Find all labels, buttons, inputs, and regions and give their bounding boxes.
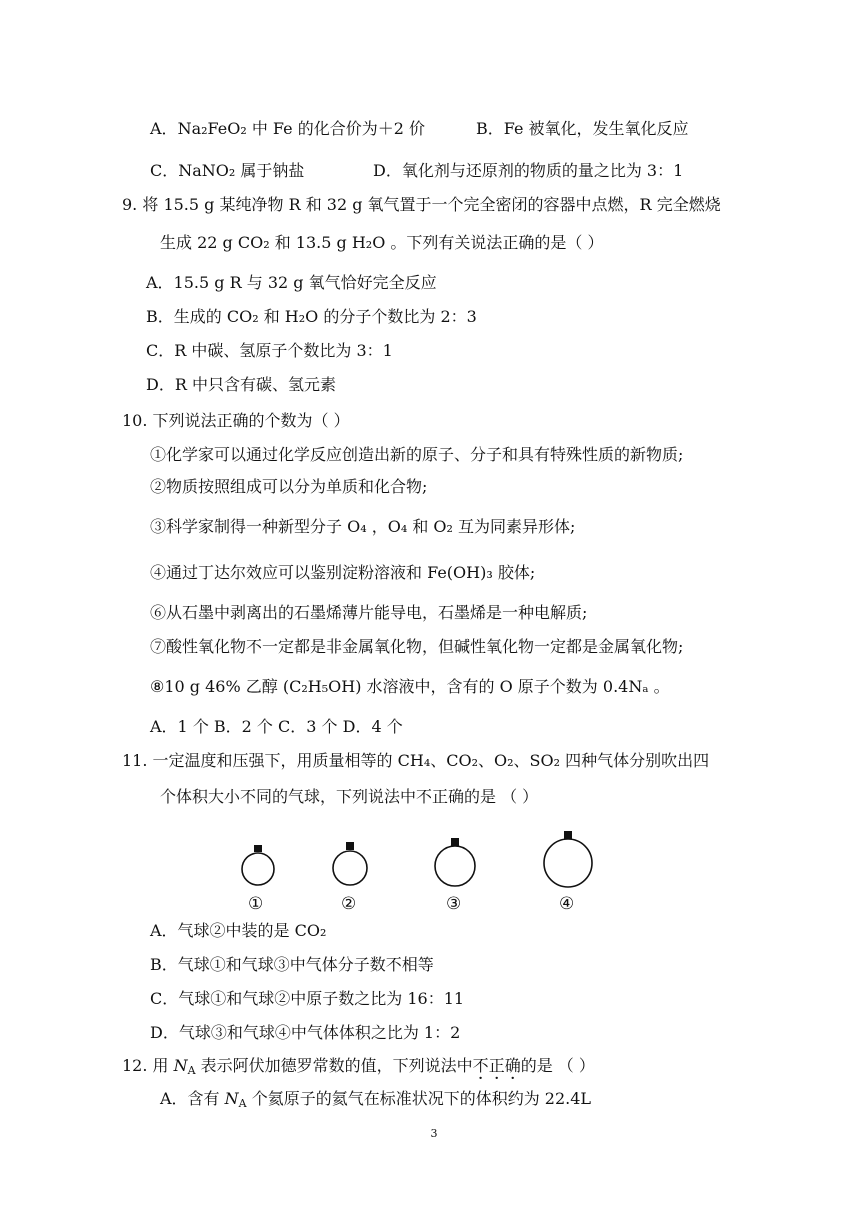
q12-a-na-subscript: A — [238, 1097, 247, 1110]
q9-option-c: C．R 中碳、氢原子个数比为 3：1 — [146, 341, 393, 360]
q8-option-a — [150, 118, 425, 140]
q10-options: A．1 个 B．2 个 C．3 个 D．4 个 — [150, 717, 403, 736]
q12-stem — [122, 1055, 595, 1077]
q9-stem-line2: 生成 22 g CO₂ 和 13.5 g H₂O 。下列有关说法正确的是（ ） — [160, 233, 604, 252]
q11-option-a: A．气球②中装的是 CO₂ — [150, 921, 327, 940]
balloon-3 — [435, 838, 475, 886]
q12-stem-prefix: 12. 用 — [122, 1056, 174, 1075]
q8-a-text: 中 Fe 的化合价为＋2 价 — [251, 119, 425, 138]
q9-option-d: D．R 中只含有碳、氢元素 — [146, 375, 336, 394]
q8-option-d: D．氧化剂与还原剂的物质的量之比为 3：1 — [373, 161, 684, 180]
q11-option-d: D．气球③和气球④中气体体积之比为 1：2 — [150, 1023, 461, 1042]
balloon-2 — [333, 842, 367, 885]
q9-option-a: A．15.5 g R 与 32 g 氧气恰好完全反应 — [146, 273, 437, 292]
q12-na-subscript: A — [187, 1064, 196, 1077]
q12-emphasis-char-3: 确 — [504, 1056, 521, 1075]
q9-stem-line1: 9. 将 15.5 g 某纯净物 R 和 32 g 氧气置于一个完全密闭的容器中点燃，R 完全燃烧 — [122, 195, 721, 214]
q8-a-formula: Na₂FeO₂ — [177, 119, 247, 138]
q12-option-a — [160, 1088, 591, 1110]
q10-statement-8: ⑧10 g 46% 乙醇 (C₂H₅OH) 水溶液中，含有的 O 原子个数为 0.4Nₐ 。 — [150, 677, 670, 696]
q9-option-b: B．生成的 CO₂ 和 H₂O 的分子个数比为 2：3 — [146, 307, 477, 326]
q12-na-symbol: N — [173, 1056, 188, 1075]
q11-stem-line2: 个体积大小不同的气球，下列说法中不正确的是 （ ） — [160, 787, 539, 806]
balloon-label-2: ② — [341, 894, 357, 914]
balloon-label-3: ③ — [446, 894, 462, 914]
q10-statement-2: ②物质按照组成可以分为单质和化合物; — [150, 477, 428, 496]
q12-emphasis-char-2: 正 — [488, 1056, 505, 1075]
balloon-4 — [544, 831, 592, 887]
q12-stem-suffix: 的是 （ ） — [520, 1056, 595, 1075]
q10-statement-7: ⑦酸性氧化物不一定都是非金属氧化物，但碱性氧化物一定都是金属氧化物; — [150, 637, 684, 656]
q8-a-label: A． — [150, 119, 178, 138]
balloon-label-1: ① — [248, 894, 264, 914]
q12-a-prefix: A．含有 — [160, 1089, 225, 1108]
q11-option-c: C．气球①和气球②中原子数之比为 16：11 — [150, 989, 465, 1008]
q10-statement-3: ③科学家制得一种新型分子 O₄ ，O₄ 和 O₂ 互为同素异形体; — [150, 517, 576, 536]
q10-statement-6: ⑥从石墨中剥离出的石墨烯薄片能导电，石墨烯是一种电解质; — [150, 603, 588, 622]
q11-stem-line1: 11. 一定温度和压强下，用质量相等的 CH₄、CO₂、O₂、SO₂ 四种气体分别吹出四 — [122, 751, 710, 770]
q12-stem-middle: 表示阿伏加德罗常数的值，下列说法中 — [195, 1056, 473, 1075]
q8-option-c: C．NaNO₂ 属于钠盐 — [150, 161, 305, 180]
balloon-label-4: ④ — [559, 894, 575, 914]
balloons-figure — [230, 828, 630, 918]
q10-statement-4: ④通过丁达尔效应可以鉴别淀粉溶液和 Fe(OH)₃ 胶体; — [150, 563, 536, 582]
q12-a-na-symbol: N — [224, 1089, 239, 1108]
q10-stem: 10. 下列说法正确的个数为（ ） — [122, 411, 350, 430]
q8-option-b: B．Fe 被氧化，发生氧化反应 — [476, 119, 689, 138]
q12-a-text: 个氦原子的氦气在标准状况下的体积约为 22.4L — [246, 1089, 592, 1108]
q12-emphasis-char-1: 不 — [472, 1056, 489, 1075]
page-number: 3 — [430, 1127, 438, 1140]
balloon-1 — [242, 845, 274, 885]
q10-statement-1: ①化学家可以通过化学反应创造出新的原子、分子和具有特殊性质的新物质; — [150, 445, 684, 464]
q11-option-b: B．气球①和气球③中气体分子数不相等 — [150, 955, 434, 974]
